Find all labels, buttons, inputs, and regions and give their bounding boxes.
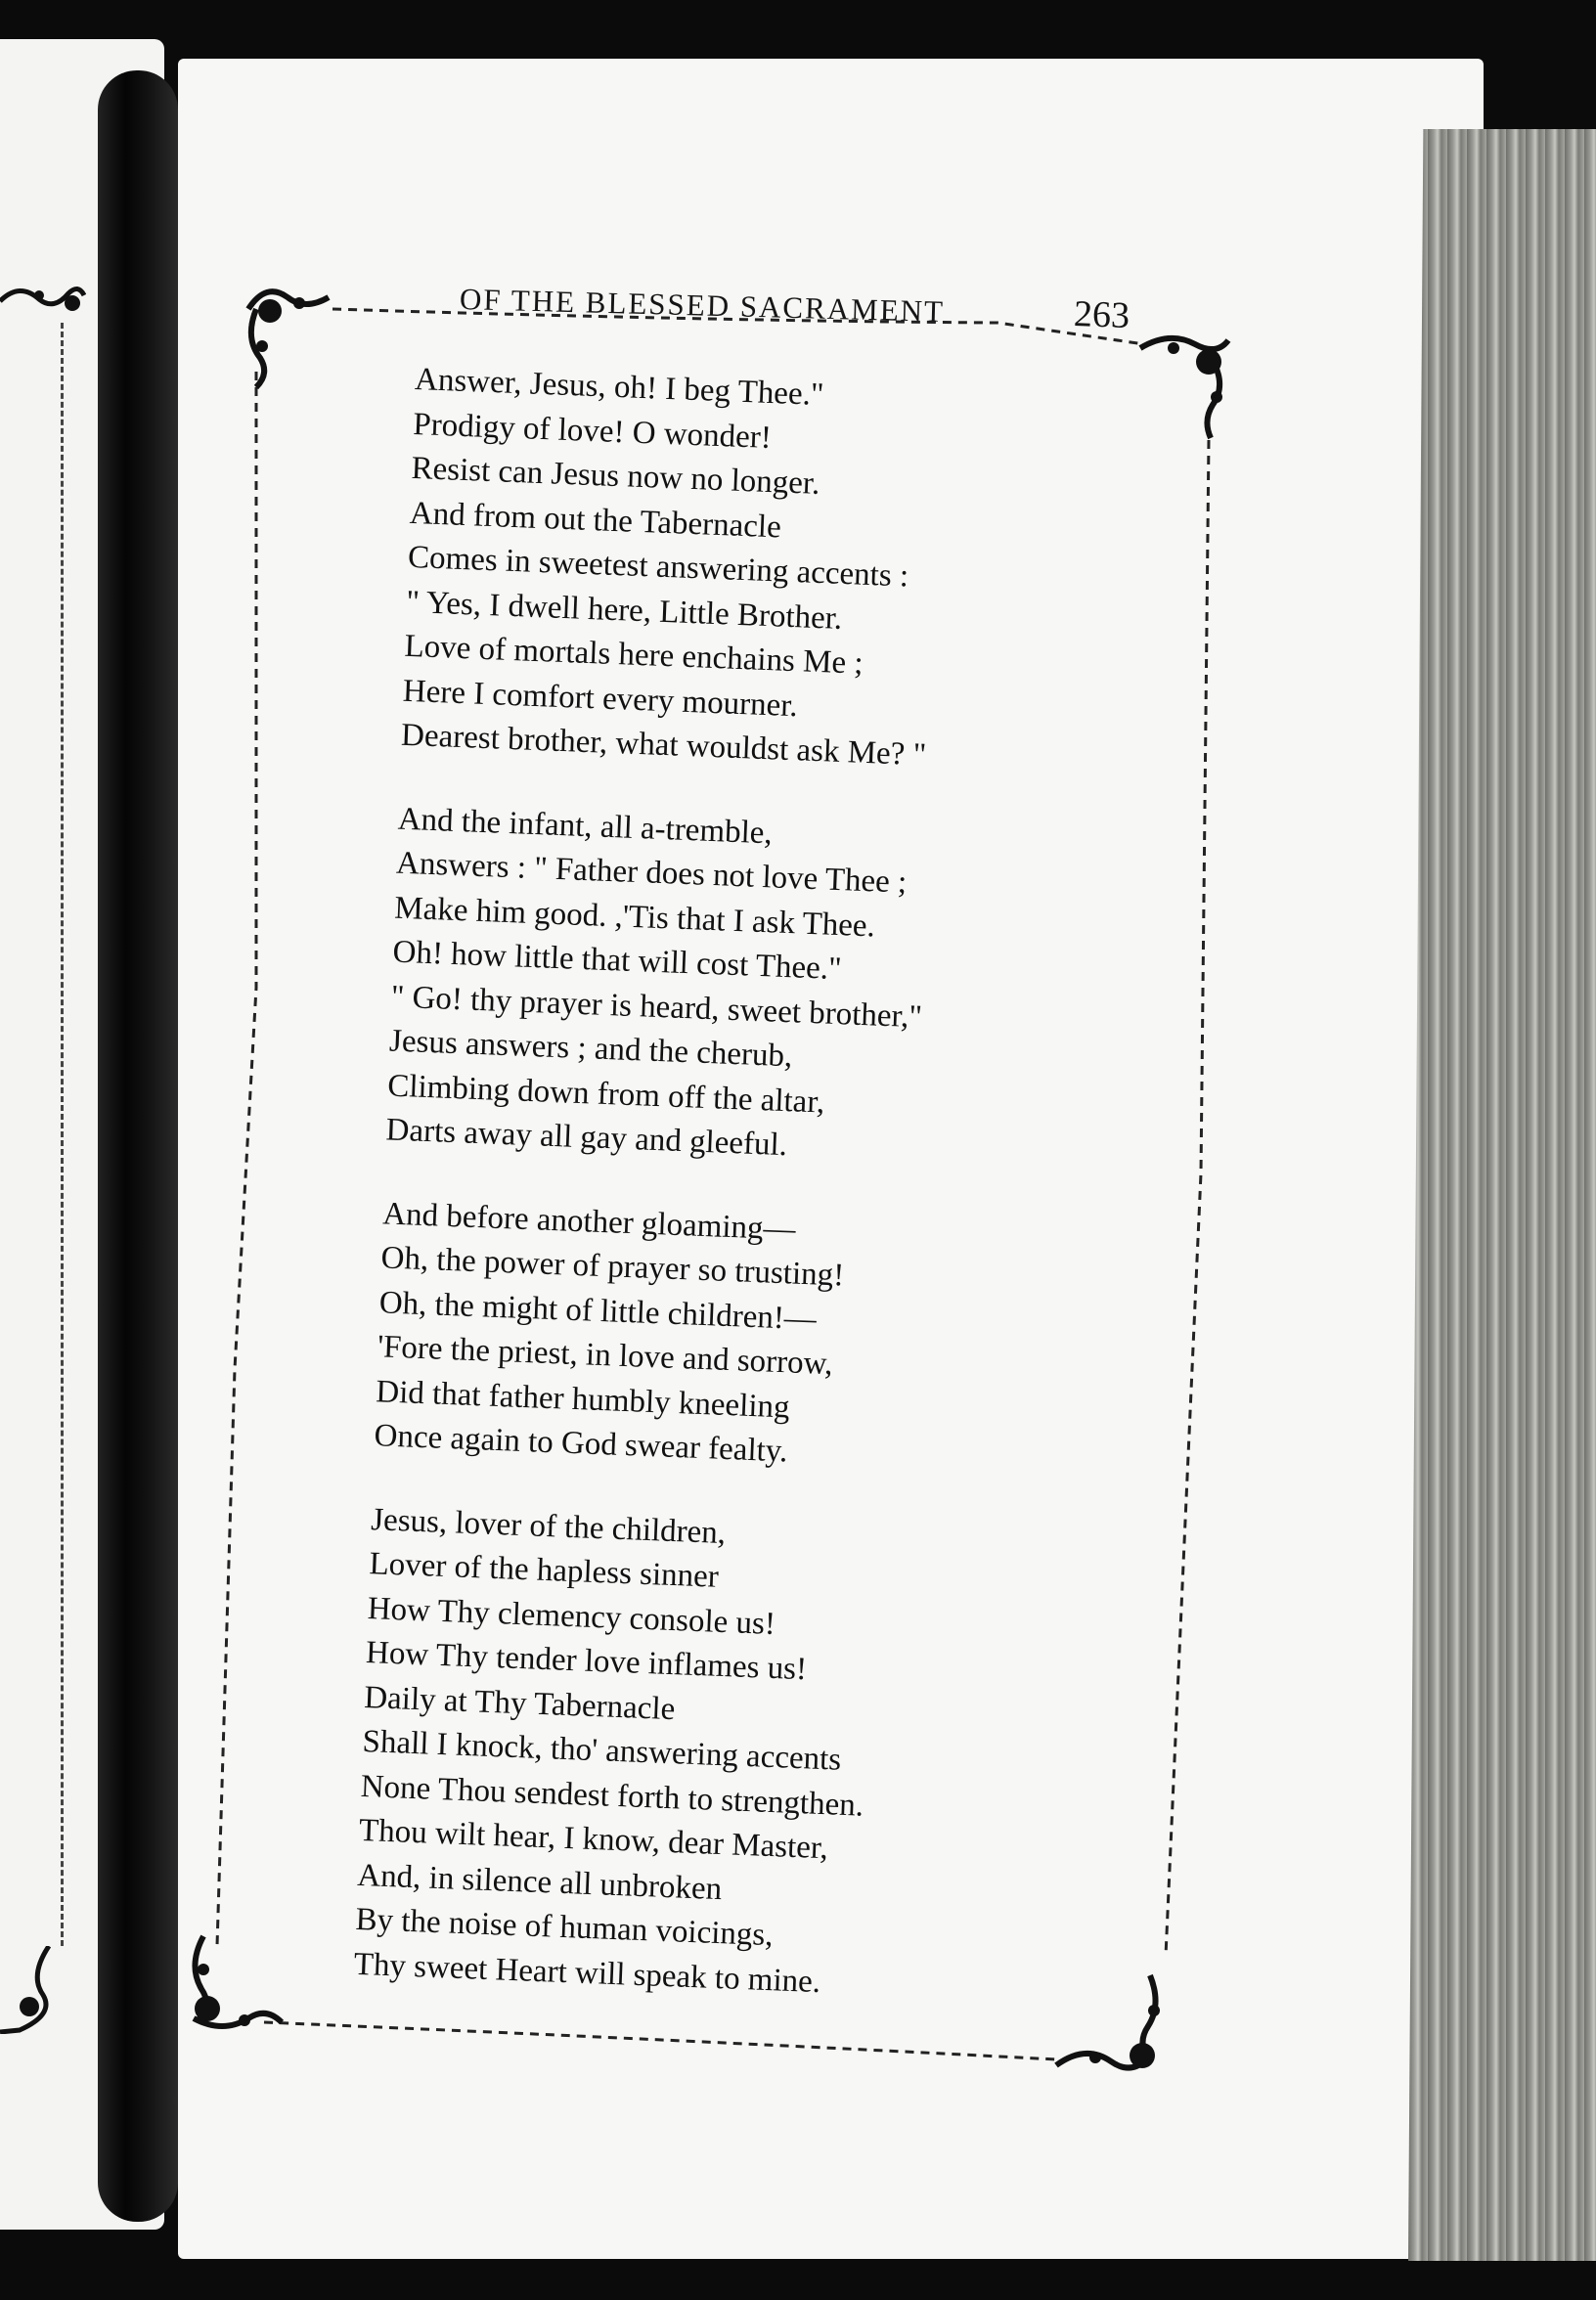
poem-line: Jesus answers ; and the cherub, bbox=[388, 1023, 793, 1075]
poem-line: Comes in sweetest answering accents : bbox=[407, 539, 909, 595]
left-bottom-ornament-icon bbox=[0, 1946, 59, 2034]
stanza bbox=[385, 797, 1102, 1179]
poem-line: Thou wilt hear, I know, dear Master, bbox=[358, 1812, 829, 1867]
poem-line: Daily at Thy Tabernacle bbox=[363, 1679, 676, 1727]
poem-line: " Yes, I dwell here, Little Brother. bbox=[405, 584, 843, 637]
poem-line: And the infant, all a-tremble, bbox=[397, 801, 774, 851]
poem-line: Climbing down from off the altar, bbox=[386, 1067, 825, 1121]
poem-line: Darts away all gay and gleeful. bbox=[384, 1112, 788, 1164]
poem-line: Oh! how little that will cost Thee." bbox=[391, 934, 843, 988]
page-number: 263 bbox=[1073, 293, 1130, 336]
poem-line: Love of mortals here enchains Me ; bbox=[403, 628, 864, 682]
poem-line: How Thy tender love inflames us! bbox=[365, 1635, 808, 1688]
poem-line: Make him good. ,'Tis that I ask Thee. bbox=[393, 890, 876, 944]
poem-line: Shall I knock, tho' answering accents bbox=[361, 1723, 842, 1778]
poem-line: Thy sweet Heart will speak to mine. bbox=[353, 1946, 821, 2000]
poem-line: Prodigy of love! O wonder! bbox=[412, 406, 773, 456]
stanza bbox=[353, 1498, 1076, 2014]
poem-line: Lover of the hapless sinner bbox=[368, 1546, 720, 1595]
poem-line: Once again to God swear fealty. bbox=[373, 1418, 789, 1470]
poem-line: Dearest brother, what wouldst ask Me? " bbox=[400, 717, 927, 774]
poem-line: And before another gloaming— bbox=[381, 1195, 797, 1248]
left-corner-ornament-icon bbox=[0, 282, 86, 321]
poem-line: Here I comfort every mourner. bbox=[402, 673, 799, 724]
poem-line: Oh, the power of prayer so trusting! bbox=[379, 1240, 845, 1294]
poem-line: None Thou sendest forth to strengthen. bbox=[360, 1768, 864, 1824]
stanza bbox=[374, 1192, 1087, 1485]
poem-line: Resist can Jesus now no longer. bbox=[410, 450, 821, 502]
poem-line: Oh, the might of little children!— bbox=[378, 1284, 818, 1337]
poem-line: How Thy clemency console us! bbox=[367, 1590, 776, 1642]
poem-body bbox=[351, 358, 1119, 2053]
poem-line: By the noise of human voicings, bbox=[354, 1901, 775, 1954]
poem-line: And, in silence all unbroken bbox=[356, 1857, 723, 1907]
poem-line: " Go! thy prayer is heard, sweet brother," bbox=[390, 979, 923, 1035]
poem-line: Jesus, lover of the children, bbox=[370, 1501, 727, 1551]
poem-line: And from out the Tabernacle bbox=[409, 495, 782, 545]
left-frame-border bbox=[61, 323, 71, 1946]
stanza bbox=[400, 358, 1119, 785]
poem-line: Answers : " Father does not love Thee ; bbox=[395, 845, 908, 901]
running-head: OF THE BLESSED SACRAMENT bbox=[459, 282, 946, 329]
page-block-edges bbox=[1408, 129, 1596, 2261]
poem-line: Answer, Jesus, oh! I beg Thee." bbox=[414, 361, 824, 414]
poem-line: Did that father humbly kneeling bbox=[375, 1373, 791, 1425]
book-gutter bbox=[98, 70, 178, 2222]
poem-line: 'Fore the priest, in love and sorrow, bbox=[377, 1329, 834, 1383]
